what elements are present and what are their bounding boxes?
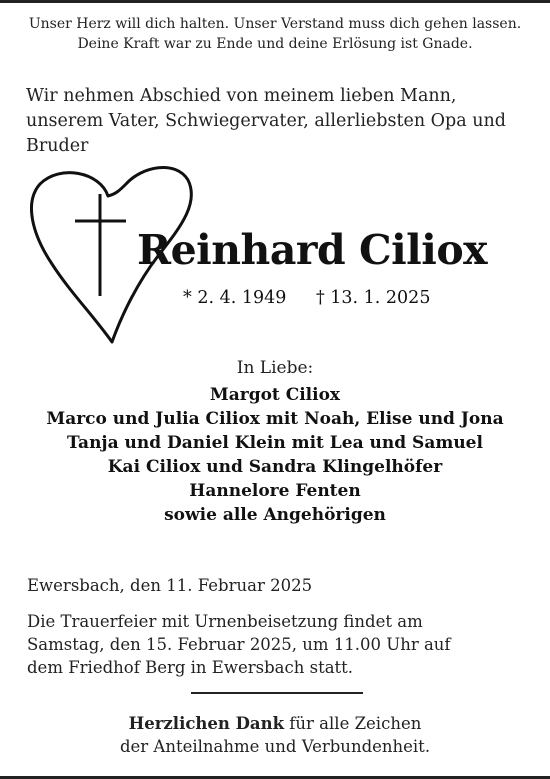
mourner-line: sowie alle Angehörigen <box>164 505 386 525</box>
intro-line: Bruder <box>26 136 89 156</box>
mourner-line: Hannelore Fenten <box>189 481 361 501</box>
motto-line: Unser Herz will dich halten. Unser Verstand muss dich gehen lassen. <box>28 16 522 32</box>
mourners-heading: In Liebe: <box>236 358 314 378</box>
birth-date: * 2. 4. 1949 <box>183 288 287 308</box>
mourner-line: Kai Ciliox und Sandra Klingelhöfer <box>107 457 443 477</box>
thanks-rest: für alle Zeichen <box>284 714 422 733</box>
thanks-line: der Anteilnahme und Verbundenheit. <box>119 737 431 756</box>
deceased-name: Reinhard Ciliox <box>137 226 488 274</box>
mourners-block <box>0 356 550 527</box>
thanks-line <box>0 712 550 735</box>
mourner-line: Margot Ciliox <box>209 385 341 405</box>
motto <box>0 14 550 54</box>
intro-text <box>26 84 526 159</box>
place-date: Ewersbach, den 11. Februar 2025 <box>27 576 313 595</box>
ceremony-info <box>27 610 527 679</box>
mourner-line: Tanja und Daniel Klein mit Lea und Samuel <box>67 433 483 453</box>
top-border <box>0 0 550 3</box>
motto-line: Deine Kraft war zu Ende und deine Erlösung ist Gnade. <box>77 36 473 52</box>
mourner-line: Marco und Julia Ciliox mit Noah, Elise und Jona <box>46 409 504 429</box>
mourners-list <box>0 383 550 527</box>
intro-line: Wir nehmen Abschied von meinem lieben Mann, <box>26 86 457 106</box>
intro-line: unserem Vater, Schwiegervater, allerliebsten Opa und <box>26 111 506 131</box>
thanks-bold: Herzlichen Dank <box>128 714 285 733</box>
ceremony-line: Die Trauerfeier mit Urnenbeisetzung findet am <box>27 612 423 631</box>
death-date: † 13. 1. 2025 <box>315 288 431 308</box>
divider <box>191 692 363 694</box>
ceremony-line: dem Friedhof Berg in Ewersbach statt. <box>27 658 354 677</box>
thanks-block <box>0 712 550 758</box>
ceremony-line: Samstag, den 15. Februar 2025, um 11.00 Uhr auf <box>27 635 451 654</box>
life-dates <box>183 286 430 310</box>
